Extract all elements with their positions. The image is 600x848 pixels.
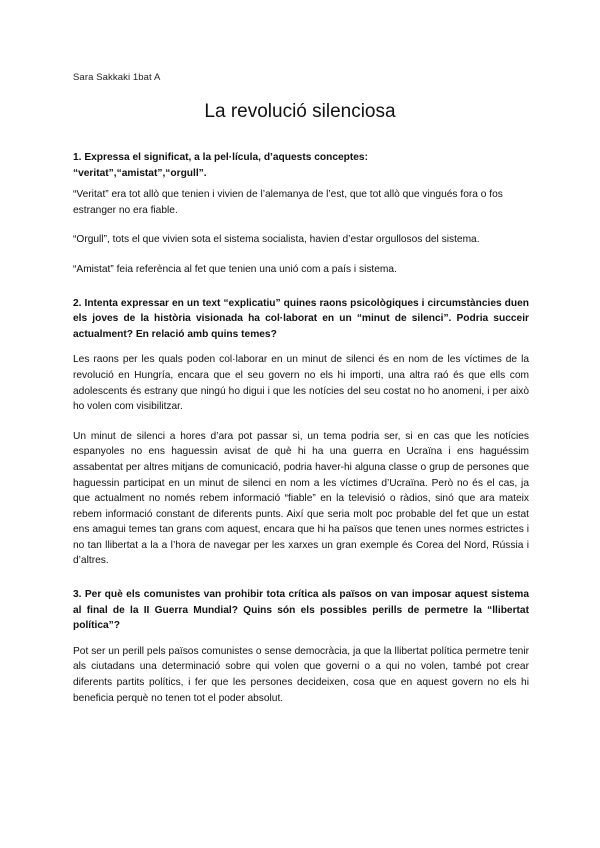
question-1: [73, 150, 529, 181]
answer-2-paragraph-2: Un minut de silenci a hores d’ara pot passar si, un tema podria ser, si en cas que les notícies espanyoles no ens haguessin avisat de què hi ha una guerra en Ucraïna i ens haguéssim assabentat per altres mitjans de comunicació, podria haver-hi alguna classe o grup de persones que haguessin participat en un minut de silenci en nom a les víctimes d’Ucraïna. Però no és el cas, ja que actualment no només rebem informació “fiable” en la televisió o ràdios, sinó que ara mateix rebem informació constant de diferents punts. Així que seria molt poc probable del fet que un estat ens amagui temes tan grans com aquest, encara que hi ha països que tenen unes normes estrictes i no tan llibertat a la a l’hora de navegar per les xarxes un gran exemple és Corea del Nord, Rússia i d’altres.: [73, 430, 529, 567]
question-2: 2. Intenta expressar en un text “explicatiu” quines raons psicològiques i circumstàncies duen els joves de la història visionada ha col·laborat en un “minut de silenci”. Podria succeir actualment? En relació amb quins temes?: [73, 297, 529, 340]
document-body: [73, 150, 529, 720]
author-line: Sara Sakkaki 1bat A: [73, 72, 161, 83]
question-1-line-1: 1. Expressa el significat, a la pel·lícula, d’aquests conceptes:: [73, 152, 368, 163]
page-title: La revolució silenciosa: [204, 101, 396, 122]
answer-1-orgull: “Orgull”, tots el que vivien sota el sistema socialista, havien d’estar orgullosos del sistema.: [73, 234, 480, 246]
answer-1-veritat: “Veritat” era tot allò que tenien i vivien de l’alemanya de l’est, que tot allò que vingués fora o fos estranger no era fiable.: [73, 189, 503, 216]
question-1-line-2: “veritat”,“amistat”,“orgull”.: [73, 167, 207, 179]
question-3: 3. Per què els comunistes van prohibir tota crítica als països on van imposar aquest sistema al final de la II Guerra Mundial? Quins són els possibles perills de permetre la “llibertat política”?: [73, 589, 529, 632]
answer-3-paragraph-1: Pot ser un perill pels països comunistes o sense democràcia, ja que la llibertat política permetre tenir als ciutadans una determinació sobre qui volen que governi o a qui no volen, també pot crear diferents partits polítics, i fer que les persones decideixen, cosa que en aquest govern no els hi beneficia perquè no tenen tot el poder absolut.: [73, 645, 529, 704]
answer-1-amistat: “Amistat” feia referència al fet que tenien una unió com a país i sistema.: [73, 263, 397, 275]
answer-2-paragraph-1: Les raons per les quals poden col·laborar en un minut de silenci és en nom de les víctimes de la revolució en Hungría, encara que el seu govern no els hi importi, una altra raó és que ells com adolescents és estrany que ningú ho digui i que les notícies del seu costat no ho anomeni, i per això ho volen com visibilitzar.: [73, 354, 529, 413]
